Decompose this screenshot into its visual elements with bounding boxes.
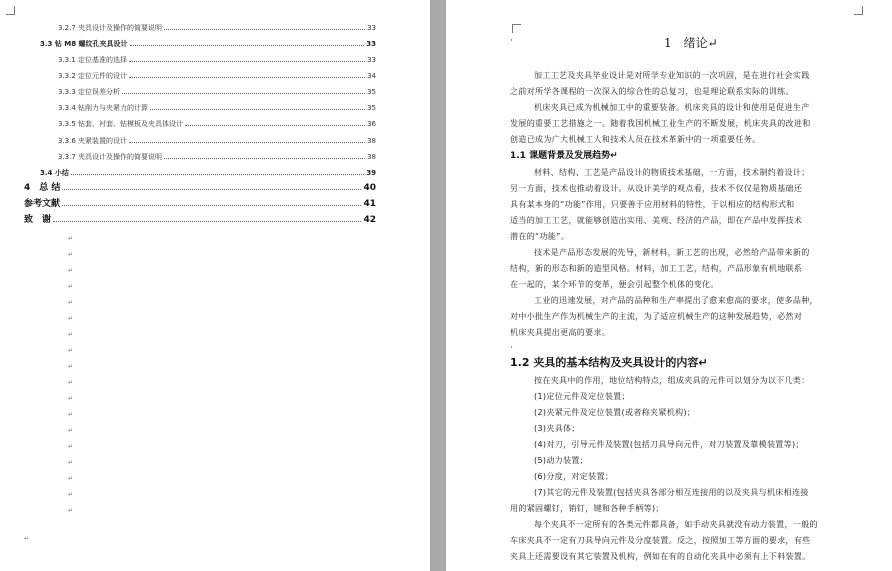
toc-page-number: 33 bbox=[367, 56, 376, 64]
toc-page-number: 33 bbox=[366, 40, 376, 48]
paragraph-mark: ↵ bbox=[68, 411, 74, 418]
toc-entry-text: 致 谢 bbox=[24, 215, 52, 225]
toc-page-number: 38 bbox=[367, 137, 376, 145]
body-line: 潜在的“功能”。 bbox=[510, 232, 570, 241]
toc-leader bbox=[164, 158, 365, 159]
toc-entry-text: 3.3 钻 M8 螺纹孔夹具设计 bbox=[40, 40, 128, 48]
paragraph-mark: ↵ bbox=[68, 443, 74, 450]
body-line: 另一方面，技术也推动着设计。从设计美学的观点看，技术不仅仅是物质基础还 bbox=[510, 184, 803, 193]
toc-entry-text: 3.3.6 夹紧装置的设计 bbox=[58, 137, 128, 145]
list-item: (2)夹紧元件及定位装置(或者称夹紧机构)； bbox=[534, 408, 696, 417]
toc-leader bbox=[62, 205, 361, 206]
toc-leader bbox=[185, 125, 365, 126]
right-page bbox=[446, 0, 892, 571]
paragraph-bullet: · bbox=[510, 343, 513, 353]
toc-entry-text: 4 总 结 bbox=[24, 183, 61, 193]
toc-entry[interactable] bbox=[58, 103, 376, 113]
paragraph-mark: ↵ bbox=[68, 395, 74, 402]
toc-page-number: 33 bbox=[367, 24, 376, 32]
paragraph-mark: ↵ bbox=[68, 491, 74, 498]
body-line: 结构，新的形态和新的造型风格。材料，加工工艺，结构，产品形象有机地联系 bbox=[510, 264, 803, 273]
list-item: (6)分度，对定装置； bbox=[534, 472, 614, 481]
list-item: (7)其它的元件及装置(包括夹具各部分相互连接用的以及夹具与机床相连接 bbox=[534, 488, 809, 497]
toc-entry[interactable] bbox=[58, 71, 376, 81]
toc-entry-text: 3.3.5 钻套、衬套、钻模板及夹具体设计 bbox=[58, 120, 184, 128]
toc-leader bbox=[150, 109, 365, 110]
body-line: 加工工艺及夹具毕业设计是对所学专业知识的一次巩固，是在进行社会实践 bbox=[534, 71, 810, 80]
toc-entry[interactable] bbox=[40, 39, 376, 49]
paragraph-mark: ↵ bbox=[68, 507, 74, 514]
toc-entry[interactable] bbox=[58, 152, 376, 162]
body-line: 对中小批生产作为机械生产的主流，为了适应机械生产的这种发展趋势，必然对 bbox=[510, 312, 803, 321]
toc-page-number: 35 bbox=[367, 88, 376, 96]
list-item: (4)对刀，引导元件及装置(包括刀具导向元件，对刀装置及靠模装置等)； bbox=[534, 440, 804, 449]
body-line: 在一起的，某个环节的变革，便会引起整个机体的变化。 bbox=[510, 280, 719, 289]
body-line: 创造已成为广大机械工人和技术人员在技术革新中的一项重要任务。 bbox=[510, 135, 761, 144]
paragraph-mark: ↵ bbox=[68, 347, 74, 354]
toc-entry[interactable] bbox=[40, 168, 376, 178]
body-line: 按在夹具中的作用，地位结构特点，组成夹具的元件可以划分为以下几类： bbox=[534, 376, 810, 385]
toc-entry-text: 3.3.2 定位元件的设计 bbox=[58, 72, 128, 80]
paragraph-mark: ↵ bbox=[68, 427, 74, 434]
toc-entry[interactable] bbox=[24, 214, 376, 226]
toc-entry-text: 3.3.1 定位基准的选择 bbox=[58, 56, 128, 64]
toc-page-number: 34 bbox=[367, 72, 376, 80]
body-line: 夹具上还需要设有其它装置及机构，例如在有的自动化夹具中必须有上下料装置。 bbox=[510, 552, 811, 561]
toc-entry[interactable] bbox=[58, 23, 376, 33]
toc-leader bbox=[129, 142, 365, 143]
toc-leader bbox=[164, 29, 365, 30]
crop-mark-top-left bbox=[6, 6, 15, 15]
toc-page-number: 36 bbox=[367, 120, 376, 128]
paragraph-mark: ↵ bbox=[68, 331, 74, 338]
toc-leader bbox=[71, 174, 364, 175]
paragraph-mark: ↵ bbox=[68, 267, 74, 274]
crop-mark-top-right bbox=[854, 6, 863, 15]
body-line: 机床夹具提出更高的要求。 bbox=[510, 328, 611, 337]
toc-entry-text: 3.3.7 夹具设计及操作的简要说明 bbox=[58, 153, 163, 161]
body-line: 之前对所学各课程的一次深入的综合性的总复习，也是理论联系实际的训练。 bbox=[510, 87, 794, 96]
toc-page-number: 38 bbox=[367, 153, 376, 161]
body-line: 用的紧固螺钉，销钉，键和各种手柄等)； bbox=[510, 504, 664, 513]
paragraph-mark: ↵ bbox=[68, 475, 74, 482]
toc-leader bbox=[129, 61, 365, 62]
toc-entry-text: 3.3.4 钻削力与夹紧力的计算 bbox=[58, 104, 149, 112]
toc-entry-text: 参考文献 bbox=[24, 199, 61, 209]
chapter-title: 1 绪论↵ bbox=[664, 36, 718, 50]
list-item: (5)动力装置； bbox=[534, 456, 589, 465]
paragraph-mark: ↵ bbox=[68, 459, 74, 466]
paragraph-mark: ↵ bbox=[68, 315, 74, 322]
paragraph-mark: ↵ bbox=[24, 535, 30, 542]
toc-page-number: 39 bbox=[366, 169, 376, 177]
body-line: 技术是产品形态发展的先导，新材料，新工艺的出现，必然给产品带来新的 bbox=[534, 248, 810, 257]
paragraph-mark: ↵ bbox=[68, 299, 74, 306]
paragraph-bullet: · bbox=[510, 36, 513, 46]
toc-entry[interactable] bbox=[58, 55, 376, 65]
toc-leader bbox=[122, 93, 365, 94]
toc-entry-text: 3.3.3 定位误差分析 bbox=[58, 88, 121, 96]
toc-entry-text: 3.2.7 夹具设计及操作的简要说明 bbox=[58, 24, 163, 32]
paragraph-mark: ↵ bbox=[68, 235, 74, 242]
toc-entry-text: 3.4 小结 bbox=[40, 169, 69, 177]
toc-entry[interactable] bbox=[24, 198, 376, 210]
toc-page-number: 35 bbox=[367, 104, 376, 112]
toc-page-number: 40 bbox=[363, 183, 376, 193]
toc-entry[interactable] bbox=[58, 136, 376, 146]
body-line: 机床夹具已成为机械加工中的重要装备。机床夹具的设计和使用是促进生产 bbox=[534, 103, 810, 112]
section-heading-1-1: 1.1 课题背景及发展趋势↵ bbox=[510, 151, 618, 161]
toc-leader bbox=[130, 45, 365, 46]
body-line: 发展的重要工艺措施之一。随着我国机械工业生产的不断发展，机床夹具的改进和 bbox=[510, 119, 811, 128]
section-heading-1-2: 1.2 夹具的基本结构及夹具设计的内容↵ bbox=[510, 356, 708, 369]
toc-leader bbox=[129, 77, 365, 78]
paragraph-mark: ↵ bbox=[68, 363, 74, 370]
paragraph-mark: ↵ bbox=[68, 283, 74, 290]
toc-entry[interactable] bbox=[58, 119, 376, 129]
body-line: 具有某本身的“功能”作用，只要善于应用材料的特性，于以相应的结构形式和 bbox=[510, 200, 795, 209]
toc-page-number: 42 bbox=[363, 215, 376, 225]
body-line: 适当的加工工艺，就能够创造出实用、美观、经济的产品，即在产品中发挥技术 bbox=[510, 216, 803, 225]
crop-mark-top-left bbox=[512, 24, 521, 33]
toc-entry[interactable] bbox=[24, 182, 376, 194]
toc-leader bbox=[62, 189, 361, 190]
toc-page-number: 41 bbox=[363, 199, 376, 209]
toc-entry[interactable] bbox=[58, 87, 376, 97]
page-gutter bbox=[430, 0, 446, 571]
left-page bbox=[0, 0, 430, 571]
body-line: 车床夹具不一定有刀具导向元件及分度装置。反之，按照加工等方面的要求，有些 bbox=[510, 536, 811, 545]
body-line: 每个夹具不一定所有的各类元件都具备，如手动夹具就没有动力装置，一般的 bbox=[534, 520, 818, 529]
paragraph-mark: ↵ bbox=[68, 379, 74, 386]
list-item: (1)定位元件及定位装置； bbox=[534, 392, 630, 401]
body-line: 工业的迅速发展，对产品的品种和生产率提出了愈来愈高的要求，使多品种， bbox=[534, 296, 818, 305]
list-item: (3)夹具体； bbox=[534, 424, 580, 433]
body-line: 材料、结构、工艺是产品设计的物质技术基础，一方面，技术制约着设计； bbox=[534, 168, 810, 177]
paragraph-mark: ↵ bbox=[68, 251, 74, 258]
toc-leader bbox=[53, 221, 361, 222]
